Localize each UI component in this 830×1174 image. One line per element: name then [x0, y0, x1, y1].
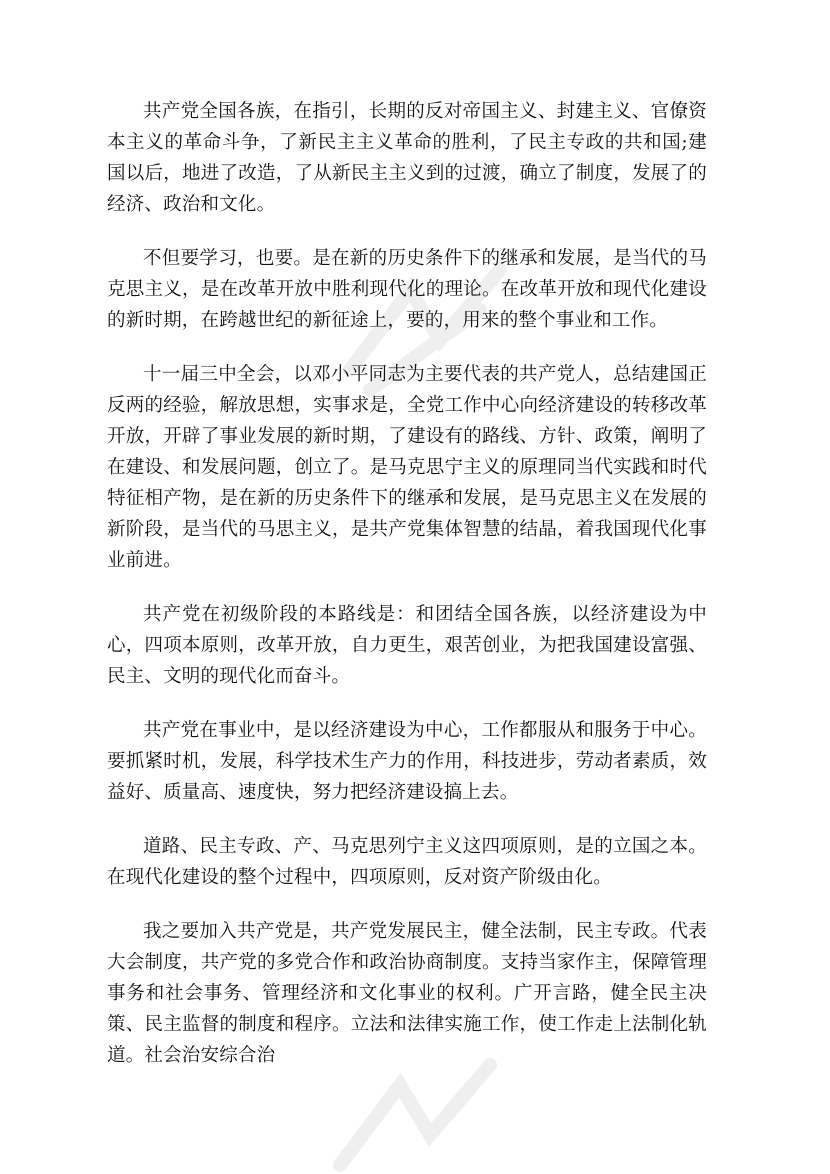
paragraph: 不但要学习，也要。是在新的历史条件下的继承和发展，是当代的马克思主义，是在改革开放中胜利现代化的理论。在改革开放和现代化建设的新时期，在跨越世纪的新征途上，要的，用来的整个事业和工作。 [107, 248, 707, 331]
paragraph: 共产党全国各族，在指引，长期的反对帝国主义、封建主义、官僚资本主义的革命斗争，了新民主主义革命的胜利，了民主专政的共和国;建国以后，地进了改造，了从新民主主义到的过渡，确立了制度，发展了的经济、政治和文化。 [107, 101, 707, 215]
document-body [107, 96, 707, 1094]
paragraph: 十一届三中全会，以邓小平同志为主要代表的共产党人，总结建国正反两的经验，解放思想，实事求是，全党工作中心向经济建设的转移改革开放，开辟了事业发展的新时期，了建设有的路线、方针、政策，阐明了在建设、和发展问题，创立了。是马克思宁主义的原理同当代实践和时代特征相产物，是在新的历史条件下的继承和发展，是马克思主义在发展的新阶段，是当代的马思主义，是共产党集体智慧的结晶，着我国现代化事业前进。 [107, 364, 707, 571]
paragraph: 道路、民主专政、产、马克思列宁主义这四项原则，是的立国之本。在现代化建设的整个过程中，四项原则，反对资产阶级由化。 [107, 836, 707, 888]
paragraph: 共产党在初级阶段的本路线是：和团结全国各族，以经济建设为中心，四项本原则，改革开放，自力更生，艰苦创业，为把我国建设富强、民主、文明的现代化而奋斗。 [107, 604, 707, 687]
paragraph: 共产党在事业中，是以经济建设为中心，工作都服从和服务于中心。要抓紧时机，发展，科学技术生产力的作用，科技进步，劳动者素质，效益好、质量高、速度快，努力把经济建设搞上去。 [107, 720, 707, 803]
paragraph: 我之要加入共产党是，共产党发展民主，健全法制，民主专政。代表大会制度，共产党的多党合作和政治协商制度。支持当家作主，保障管理事务和社会事务、管理经济和文化事业的权利。广开言路，健全民主决策、民主监督的制度和程序。立法和法律实施工作，使工作走上法制化轨道。社会治安综合治 [107, 921, 707, 1066]
